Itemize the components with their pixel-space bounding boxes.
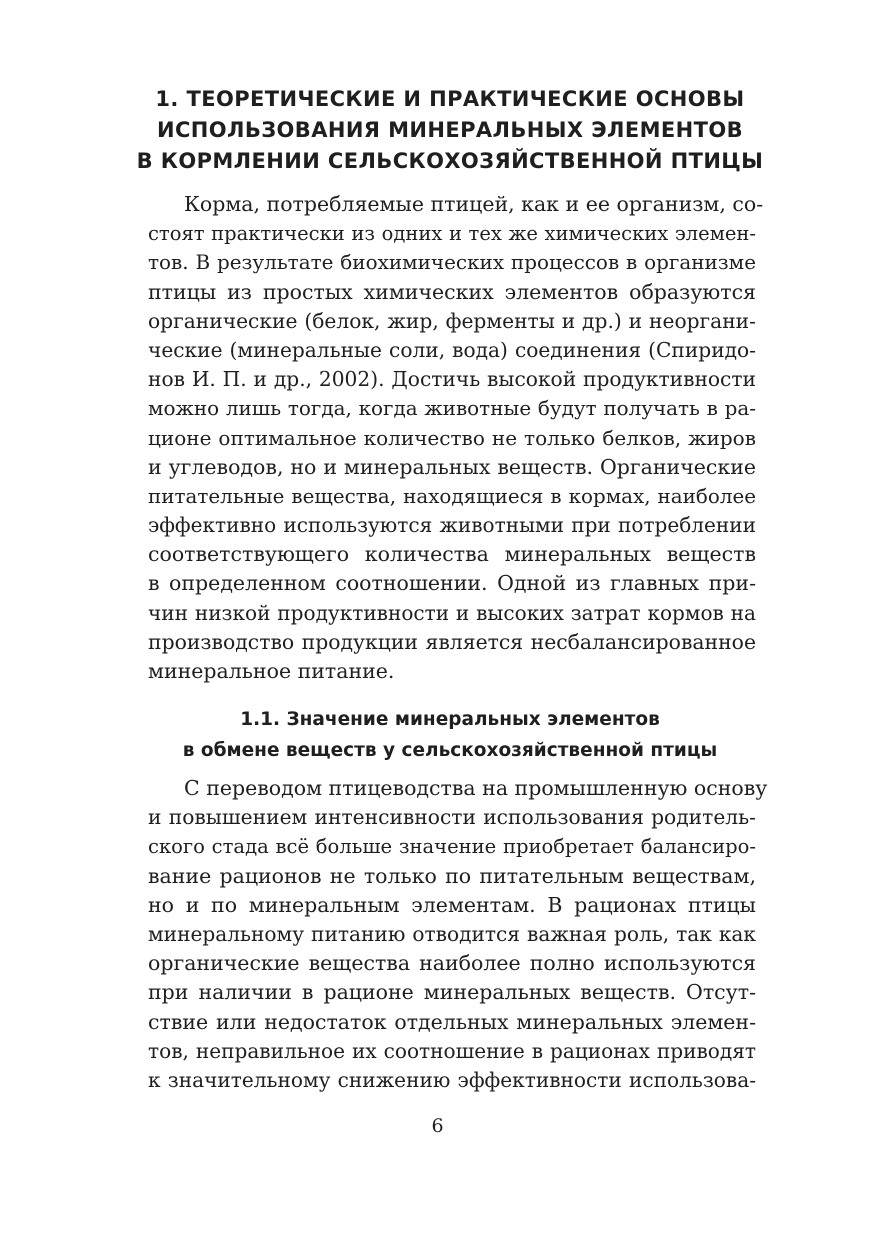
text-line: к значительному снижению эффективности использова- [148, 1067, 756, 1092]
page-number: 6 [431, 1115, 444, 1137]
text-line: стоят практически из одних и тех же химических элемен- [148, 222, 756, 246]
text-line: Корма, потребляемые птицей, как и ее организм, со- [184, 192, 764, 216]
text-line: минеральное питание. [148, 659, 395, 683]
text-line: питательные вещества, находящиеся в кормах, наиболее [148, 484, 756, 508]
chapter-title-line: ИСПОЛЬЗОВАНИЯ МИНЕРАЛЬНЫХ ЭЛЕМЕНТОВ [156, 118, 744, 142]
section-paragraph [148, 774, 768, 1095]
text-line: эффективно используются животными при потреблении [148, 513, 756, 538]
text-line: минеральному питанию отводится важная роль, так как [148, 921, 756, 946]
section-title-line: в обмене веществ у сельскохозяйственной птицы [182, 740, 718, 761]
text-line: нов И. П. и др., 2002). Достичь высокой продуктивности [148, 367, 756, 392]
chapter-title [100, 84, 800, 177]
text-line: при наличии в рационе минеральных веществ. Отсут- [148, 980, 756, 1005]
text-line: соответствующего количества минеральных веществ [148, 542, 756, 567]
section-title [100, 704, 800, 766]
chapter-title-line: 1. ТЕОРЕТИЧЕСКИЕ И ПРАКТИЧЕСКИЕ ОСНОВЫ [155, 87, 745, 111]
text-line: С переводом птицеводства на промышленную основу [184, 776, 768, 800]
text-line: тов, неправильное их соотношение в рационах приводят [148, 1038, 756, 1063]
text-line: производство продукции является несбалансированное [148, 629, 756, 654]
text-line: птицы из простых химических элементов образуются [148, 279, 756, 304]
text-line: и повышением интенсивности использования родитель- [148, 805, 756, 830]
text-line: чин низкой продуктивности и высоких затрат кормов на [148, 600, 756, 625]
text-line: в определенном соотношении. Одной из главных при- [148, 571, 756, 596]
chapter-title-line: В КОРМЛЕНИИ СЕЛЬСКОХОЗЯЙСТВЕННОЙ ПТИЦЫ [136, 149, 764, 173]
text-line: ского стада всё больше значение приобретает балансиро- [148, 835, 756, 859]
section-title-line: 1.1. Значение минеральных элементов [240, 709, 660, 730]
text-line: но и по минеральным элементам. В рационах птицы [148, 892, 756, 917]
text-line: тов. В результате биохимических процессов в организме [148, 250, 756, 275]
chapter-paragraph [148, 190, 764, 686]
text-line: вание рационов не только по питательным веществам, [148, 863, 756, 888]
text-line: можно лишь тогда, когда животные будут получать в ра- [148, 397, 756, 421]
text-line: ционе оптимальное количество не только белков, жиров [148, 425, 756, 450]
text-line: и углеводов, но и минеральных веществ. Органические [148, 454, 756, 479]
text-line: ческие (минеральные соли, вода) соединения (Спиридо- [148, 337, 756, 362]
text-line: органические (белок, жир, ферменты и др.) и неоргани- [148, 308, 756, 333]
text-line: органические вещества наиболее полно используются [148, 951, 756, 976]
text-line: ствие или недостаток отдельных минеральных элемен- [148, 1009, 756, 1034]
